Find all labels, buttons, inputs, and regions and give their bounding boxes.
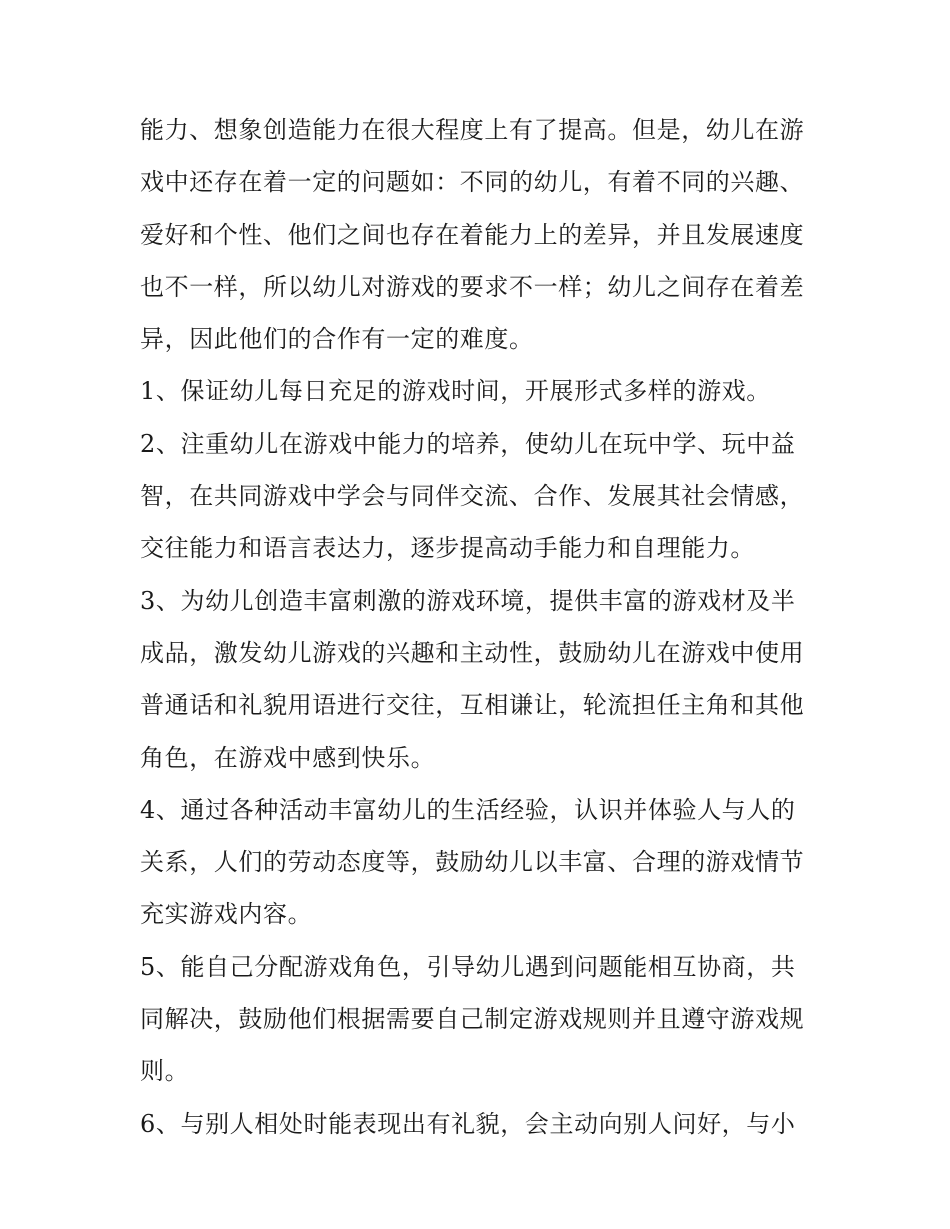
text-line: 角色，在游戏中感到快乐。	[140, 743, 436, 772]
text-line: 能力、想象创造能力在很大程度上有了提高。但是，幼儿在游	[140, 116, 805, 144]
text-line: 异，因此他们的合作有一定的难度。	[140, 325, 534, 354]
text-line: 爱好和个性、他们之间也存在着能力上的差异，并且发展速度	[140, 220, 805, 249]
list-item-5: 5、能自己分配游戏角色，引导幼儿遇到问题能相互协商，共	[140, 952, 796, 981]
list-item-4: 4、通过各种活动丰富幼儿的生活经验，认识并体验人与人的	[140, 795, 796, 824]
text-line: 成品，激发幼儿游戏的兴趣和主动性，鼓励幼儿在游戏中使用	[140, 638, 805, 667]
text-line: 戏中还存在着一定的问题如：不同的幼儿，有着不同的兴趣、	[140, 168, 805, 197]
text-line: 智，在共同游戏中学会与同伴交流、合作、发展其社会情感，	[140, 482, 805, 511]
list-item-2: 2、注重幼儿在游戏中能力的培养，使幼儿在玩中学、玩中益	[140, 429, 796, 458]
list-item-1: 1、保证幼儿每日充足的游戏时间，开展形式多样的游戏。	[140, 377, 771, 406]
document-body	[140, 104, 812, 1150]
text-line: 交往能力和语言表达力，逐步提高动手能力和自理能力。	[140, 534, 755, 563]
text-line: 则。	[140, 1057, 190, 1086]
list-item-6: 6、与别人相处时能表现出有礼貌，会主动向别人问好，与小	[140, 1109, 796, 1138]
list-item-3: 3、为幼儿创造丰富刺激的游戏环境，提供丰富的游戏材及半	[140, 586, 796, 615]
text-line: 也不一样，所以幼儿对游戏的要求不一样；幼儿之间存在着差	[140, 272, 805, 301]
text-line: 关系，人们的劳动态度等，鼓励幼儿以丰富、合理的游戏情节	[140, 848, 805, 877]
text-line: 同解决，鼓励他们根据需要自己制定游戏规则并且遵守游戏规	[140, 1005, 805, 1034]
text-line: 充实游戏内容。	[140, 900, 313, 929]
text-line: 普通话和礼貌用语进行交往，互相谦让，轮流担任主角和其他	[140, 691, 805, 720]
